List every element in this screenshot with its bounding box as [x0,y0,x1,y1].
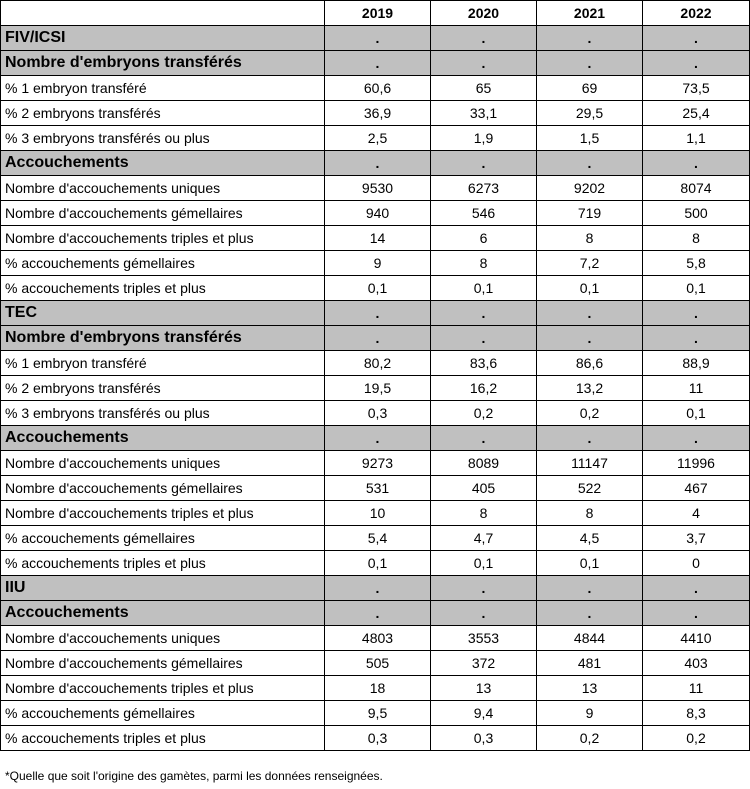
value-cell: 0,2 [537,726,643,751]
table-row [1,251,750,276]
value-cell: 940 [325,201,431,226]
table-row [1,626,750,651]
value-cell: . [431,326,537,351]
value-cell: . [431,426,537,451]
table-row [1,376,750,401]
value-cell: 1,9 [431,126,537,151]
value-cell: 13,2 [537,376,643,401]
value-cell: 36,9 [325,101,431,126]
value-cell: . [431,26,537,51]
value-cell: 8 [537,226,643,251]
value-cell: . [431,601,537,626]
value-cell: . [643,51,750,76]
value-cell: . [643,151,750,176]
value-cell: 372 [431,651,537,676]
section-row [1,26,750,51]
value-cell: 1,5 [537,126,643,151]
section-row [1,301,750,326]
value-cell: 19,5 [325,376,431,401]
value-cell: 0,1 [643,401,750,426]
value-cell: 11 [643,676,750,701]
value-cell: . [431,576,537,601]
header-row [1,1,750,26]
row-label: % accouchements triples et plus [1,276,325,301]
value-cell: . [325,151,431,176]
section-row [1,601,750,626]
year-header: 2021 [537,1,643,26]
value-cell: 500 [643,201,750,226]
table-row [1,101,750,126]
section-label: Accouchements [1,151,325,176]
value-cell: . [537,426,643,451]
section-row [1,576,750,601]
row-label: % 2 embryons transférés [1,101,325,126]
section-label: FIV/ICSI [1,26,325,51]
value-cell: 4 [643,501,750,526]
row-label: Nombre d'accouchements gémellaires [1,651,325,676]
row-label: % accouchements triples et plus [1,726,325,751]
value-cell: . [643,301,750,326]
table-row [1,276,750,301]
value-cell: 16,2 [431,376,537,401]
value-cell: 0 [643,551,750,576]
footnote: *Quelle que soit l'origine des gamètes, parmi les données renseignées. [5,769,383,783]
value-cell: 9,4 [431,701,537,726]
value-cell: 6 [431,226,537,251]
value-cell: 69 [537,76,643,101]
value-cell: . [537,576,643,601]
value-cell: 11996 [643,451,750,476]
value-cell: . [643,426,750,451]
value-cell: . [325,51,431,76]
value-cell: 10 [325,501,431,526]
section-label: Nombre d'embryons transférés [1,326,325,351]
value-cell: 0,3 [325,726,431,751]
value-cell: 3,7 [643,526,750,551]
value-cell: 0,1 [537,551,643,576]
value-cell: 719 [537,201,643,226]
value-cell: 11147 [537,451,643,476]
value-cell: 0,2 [431,401,537,426]
value-cell: 4844 [537,626,643,651]
value-cell: 505 [325,651,431,676]
value-cell: 14 [325,226,431,251]
value-cell: . [537,51,643,76]
row-label: % accouchements gémellaires [1,251,325,276]
value-cell: 5,8 [643,251,750,276]
row-label: % 3 embryons transférés ou plus [1,401,325,426]
value-cell: . [643,576,750,601]
row-label: Nombre d'accouchements uniques [1,176,325,201]
value-cell: 9,5 [325,701,431,726]
value-cell: 4,5 [537,526,643,551]
value-cell: 403 [643,651,750,676]
section-row [1,151,750,176]
value-cell: 531 [325,476,431,501]
row-label: % 3 embryons transférés ou plus [1,126,325,151]
section-label: IIU [1,576,325,601]
value-cell: 0,1 [431,551,537,576]
value-cell: . [537,601,643,626]
value-cell: 4803 [325,626,431,651]
value-cell: 9273 [325,451,431,476]
value-cell: . [643,601,750,626]
value-cell: 8,3 [643,701,750,726]
value-cell: . [431,301,537,326]
value-cell: 8089 [431,451,537,476]
value-cell: 7,2 [537,251,643,276]
value-cell: 4410 [643,626,750,651]
value-cell: 5,4 [325,526,431,551]
year-header: 2022 [643,1,750,26]
table-row [1,226,750,251]
table-body [1,26,750,751]
value-cell: 546 [431,201,537,226]
row-label: Nombre d'accouchements triples et plus [1,501,325,526]
table-row [1,701,750,726]
value-cell: 9 [537,701,643,726]
value-cell: 0,1 [643,276,750,301]
section-label: Accouchements [1,601,325,626]
value-cell: . [325,26,431,51]
year-header: 2020 [431,1,537,26]
value-cell: 467 [643,476,750,501]
table-header [1,1,750,26]
value-cell: 9 [325,251,431,276]
value-cell: 8 [431,251,537,276]
value-cell: 0,2 [643,726,750,751]
table-row [1,501,750,526]
value-cell: 1,1 [643,126,750,151]
row-label: % accouchements triples et plus [1,551,325,576]
value-cell: . [325,576,431,601]
value-cell: 0,1 [537,276,643,301]
value-cell: 3553 [431,626,537,651]
value-cell: 6273 [431,176,537,201]
value-cell: 8 [643,226,750,251]
value-cell: . [325,301,431,326]
value-cell: 9202 [537,176,643,201]
value-cell: 73,5 [643,76,750,101]
value-cell: 4,7 [431,526,537,551]
row-label: % 2 embryons transférés [1,376,325,401]
value-cell: 481 [537,651,643,676]
value-cell: 60,6 [325,76,431,101]
value-cell: 11 [643,376,750,401]
value-cell: . [643,26,750,51]
row-label: Nombre d'accouchements uniques [1,451,325,476]
table-row [1,726,750,751]
value-cell: 18 [325,676,431,701]
value-cell: . [431,151,537,176]
value-cell: 0,2 [537,401,643,426]
row-label: Nombre d'accouchements gémellaires [1,201,325,226]
row-label: Nombre d'accouchements uniques [1,626,325,651]
section-label: Accouchements [1,426,325,451]
value-cell: . [431,51,537,76]
value-cell: 65 [431,76,537,101]
value-cell: . [537,301,643,326]
row-label: % 1 embryon transféré [1,351,325,376]
row-label: % accouchements gémellaires [1,526,325,551]
row-label: % 1 embryon transféré [1,76,325,101]
value-cell: 29,5 [537,101,643,126]
table-row [1,351,750,376]
value-cell: 86,6 [537,351,643,376]
section-row [1,326,750,351]
value-cell: . [325,426,431,451]
section-label: TEC [1,301,325,326]
table-row [1,526,750,551]
table-row [1,676,750,701]
table-row [1,176,750,201]
section-row [1,51,750,76]
value-cell: 8 [431,501,537,526]
year-header: 2019 [325,1,431,26]
value-cell: 522 [537,476,643,501]
table-row [1,401,750,426]
value-cell: . [537,151,643,176]
value-cell: 25,4 [643,101,750,126]
value-cell: 0,3 [431,726,537,751]
value-cell: . [325,326,431,351]
value-cell: 0,1 [325,276,431,301]
section-row [1,426,750,451]
value-cell: 0,3 [325,401,431,426]
table-row [1,651,750,676]
section-label: Nombre d'embryons transférés [1,51,325,76]
value-cell: 88,9 [643,351,750,376]
value-cell: . [537,26,643,51]
row-label: % accouchements gémellaires [1,701,325,726]
value-cell: . [643,326,750,351]
row-label: Nombre d'accouchements triples et plus [1,226,325,251]
value-cell: 0,1 [325,551,431,576]
value-cell: 33,1 [431,101,537,126]
table-row [1,201,750,226]
table-row [1,476,750,501]
value-cell: 13 [537,676,643,701]
row-label: Nombre d'accouchements triples et plus [1,676,325,701]
value-cell: 405 [431,476,537,501]
table-row [1,126,750,151]
value-cell: 0,1 [431,276,537,301]
value-cell: 8 [537,501,643,526]
value-cell: . [537,326,643,351]
row-label: Nombre d'accouchements gémellaires [1,476,325,501]
value-cell: 2,5 [325,126,431,151]
table-row [1,551,750,576]
value-cell: 8074 [643,176,750,201]
value-cell: . [325,601,431,626]
corner-cell [1,1,325,26]
value-cell: 9530 [325,176,431,201]
value-cell: 13 [431,676,537,701]
value-cell: 83,6 [431,351,537,376]
table-row [1,76,750,101]
table-row [1,451,750,476]
value-cell: 80,2 [325,351,431,376]
